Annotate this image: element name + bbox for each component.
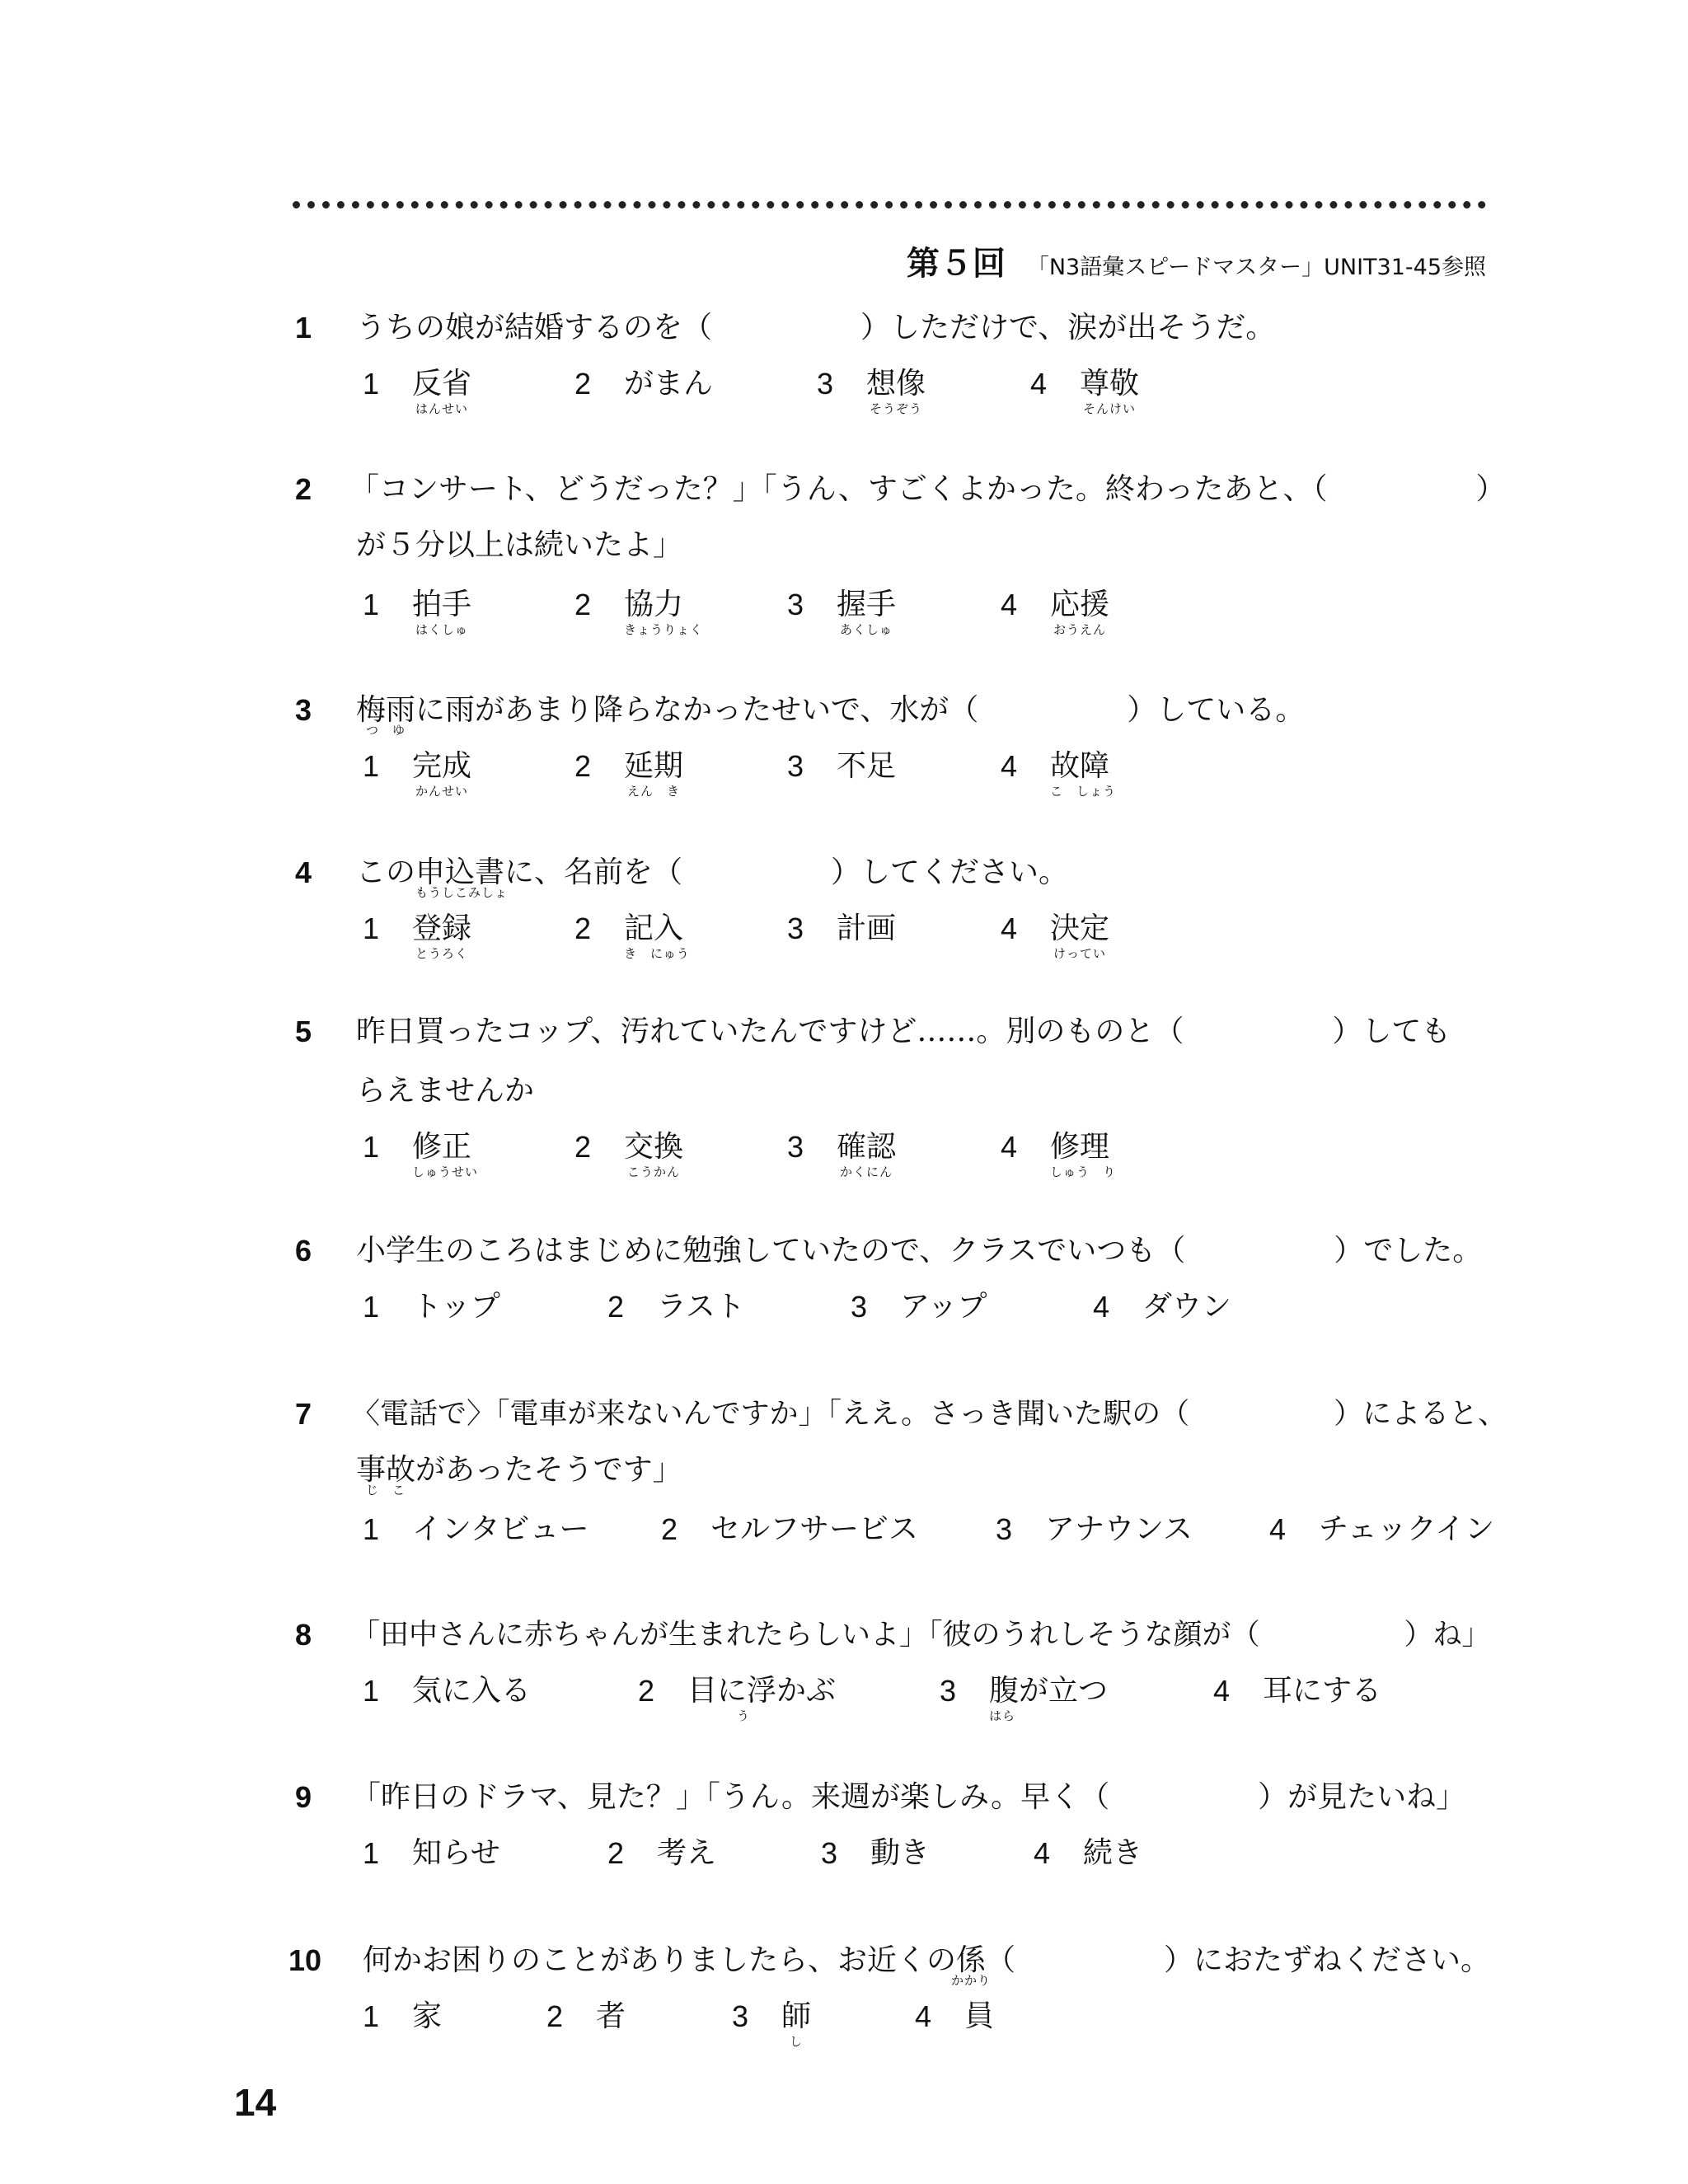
furigana: けってい bbox=[1053, 946, 1107, 961]
option-number: 3 bbox=[940, 1674, 957, 1708]
option-1[interactable] bbox=[363, 1997, 442, 2036]
option-number: 4 bbox=[1093, 1290, 1110, 1324]
furigana: はら bbox=[989, 1708, 1016, 1723]
option-text: 耳にする bbox=[1263, 1674, 1382, 1708]
furigana: し bbox=[790, 2034, 804, 2049]
ruby-word: 事故 じ こ bbox=[356, 1453, 416, 1497]
furigana: おうえん bbox=[1053, 622, 1107, 637]
option-3[interactable] bbox=[817, 364, 926, 416]
section-title: 第５回 bbox=[906, 245, 1006, 283]
option-2[interactable] bbox=[574, 747, 684, 799]
option-3[interactable] bbox=[851, 1287, 987, 1327]
option-number: 3 bbox=[817, 367, 834, 401]
option-2[interactable] bbox=[546, 1997, 626, 2036]
furigana: そんけい bbox=[1083, 401, 1137, 416]
option-number: 3 bbox=[787, 1130, 804, 1164]
option-text: 師 し bbox=[781, 1999, 812, 2049]
option-1[interactable] bbox=[363, 585, 472, 637]
option-number: 3 bbox=[787, 588, 804, 621]
option-2[interactable] bbox=[574, 585, 704, 637]
furigana: つ ゆ bbox=[366, 723, 406, 738]
option-1[interactable] bbox=[363, 747, 472, 799]
option-number: 1 bbox=[363, 749, 380, 783]
option-3[interactable] bbox=[940, 1671, 1109, 1723]
ruby-word: 申込書 もうしこみしょ bbox=[415, 855, 509, 900]
option-text: 修正 しゅうせい bbox=[412, 1130, 479, 1179]
option-text: 確認 かくにん bbox=[837, 1130, 897, 1179]
option-text: 腹が立つ はら bbox=[989, 1674, 1109, 1723]
option-text: 知らせ bbox=[412, 1836, 500, 1870]
option-text: 交換 こうかん bbox=[624, 1130, 684, 1179]
option-text: チェックイン bbox=[1319, 1512, 1495, 1546]
section-reference: 「N3語彙スピードマスター」UNIT31-45参照 bbox=[1026, 255, 1486, 280]
question-number: 7 bbox=[295, 1397, 312, 1431]
question-number: 6 bbox=[295, 1234, 312, 1268]
option-number: 1 bbox=[363, 1999, 380, 2033]
option-number: 2 bbox=[661, 1512, 678, 1546]
furigana: はくしゅ bbox=[415, 622, 469, 637]
option-number: 1 bbox=[363, 1674, 380, 1708]
furigana: かんせい bbox=[415, 784, 469, 799]
furigana: き にゅう bbox=[624, 946, 690, 961]
option-number: 1 bbox=[363, 912, 380, 945]
option-2[interactable] bbox=[607, 1287, 745, 1327]
option-4[interactable] bbox=[1001, 585, 1110, 637]
option-text: 決定 けってい bbox=[1050, 912, 1110, 961]
option-number: 2 bbox=[574, 1130, 592, 1164]
question-text: この申込書 もうしこみしょ に、名前を（ ）してください。 bbox=[356, 853, 1068, 893]
option-number: 3 bbox=[787, 749, 804, 783]
question-number: 1 bbox=[295, 311, 312, 344]
option-number: 4 bbox=[915, 1999, 932, 2033]
question-text: 「田中さんに赤ちゃんが生まれたらしいよ」「彼のうれしそうな顔が（ ）ね」 bbox=[351, 1619, 1491, 1652]
furigana: もうしこみしょ bbox=[415, 885, 509, 900]
option-number: 2 bbox=[638, 1674, 655, 1708]
furigana: こうかん bbox=[627, 1165, 681, 1179]
ruby-word: 係 かかり bbox=[951, 1943, 992, 1988]
option-number: 3 bbox=[787, 912, 804, 945]
option-1[interactable] bbox=[363, 909, 472, 961]
option-text: ダウン bbox=[1142, 1290, 1232, 1324]
question-text-continued: 事故 じ こ があったそうです」 bbox=[356, 1451, 682, 1490]
option-1[interactable] bbox=[363, 1287, 500, 1327]
option-number: 4 bbox=[1001, 912, 1018, 945]
option-text: 目に浮かぶ う bbox=[687, 1674, 837, 1723]
question-text: 何かお困りのことがありましたら、お近くの係 かかり （ ）におたずねください。 bbox=[363, 1941, 1490, 1980]
page-number: 14 bbox=[234, 2081, 277, 2124]
question-text: 「コンサート、どうだった？」「うん、すごくよかった。終わったあと、（ ） bbox=[349, 472, 1506, 506]
question-text: 梅雨 つ ゆ に雨があまり降らなかったせいで、水が（ ）している。 bbox=[356, 691, 1305, 730]
option-1[interactable] bbox=[363, 1510, 589, 1549]
option-1[interactable] bbox=[363, 1127, 479, 1179]
option-1[interactable] bbox=[363, 1834, 500, 1873]
furigana: じ こ bbox=[366, 1483, 406, 1497]
question-text: 〈電話で〉「電車が来ないんですか」「ええ。さっき聞いた駅の（ ）によると、 bbox=[351, 1398, 1507, 1431]
question-number: 4 bbox=[295, 855, 312, 889]
option-text: 反省 はんせい bbox=[412, 367, 472, 416]
furigana: かかり bbox=[951, 1973, 992, 1988]
question-number: 9 bbox=[295, 1780, 312, 1814]
furigana: えん き bbox=[627, 784, 681, 799]
option-text: ラスト bbox=[657, 1290, 745, 1324]
option-text: 動き bbox=[870, 1836, 931, 1870]
option-4[interactable] bbox=[1001, 909, 1110, 961]
option-2[interactable] bbox=[574, 364, 713, 404]
option-4[interactable] bbox=[1093, 1287, 1231, 1327]
option-number: 3 bbox=[851, 1290, 868, 1324]
option-text: 計画 bbox=[837, 912, 897, 945]
furigana: こ しょう bbox=[1050, 784, 1117, 799]
option-text: 協力 きょうりょく bbox=[624, 588, 704, 637]
option-number: 2 bbox=[574, 367, 592, 401]
dotted-divider bbox=[293, 201, 1486, 209]
option-number: 1 bbox=[363, 1290, 380, 1324]
option-2[interactable] bbox=[661, 1510, 918, 1549]
option-2[interactable] bbox=[607, 1834, 716, 1873]
option-number: 3 bbox=[732, 1999, 749, 2033]
option-text: アップ bbox=[900, 1290, 987, 1324]
option-number: 4 bbox=[1030, 367, 1048, 401]
option-4[interactable] bbox=[1001, 747, 1117, 799]
option-number: 2 bbox=[607, 1836, 625, 1870]
option-text: 拍手 はくしゅ bbox=[412, 588, 472, 637]
furigana: かくにん bbox=[840, 1165, 893, 1179]
option-text: 員 bbox=[964, 1999, 995, 2033]
option-number: 3 bbox=[821, 1836, 838, 1870]
option-4[interactable] bbox=[1269, 1510, 1494, 1549]
furigana: う bbox=[737, 1708, 751, 1723]
option-number: 4 bbox=[1213, 1674, 1231, 1708]
option-number: 2 bbox=[574, 749, 592, 783]
question-number: 5 bbox=[295, 1015, 312, 1048]
option-text: 故障 こ しょう bbox=[1050, 749, 1117, 799]
option-1[interactable] bbox=[363, 1671, 531, 1711]
question-number: 10 bbox=[288, 1943, 322, 1977]
option-1[interactable] bbox=[363, 364, 472, 416]
option-text: 延期 えん き bbox=[624, 749, 684, 799]
option-4[interactable] bbox=[1001, 1127, 1117, 1179]
option-number: 4 bbox=[1269, 1512, 1287, 1546]
furigana: はんせい bbox=[415, 401, 469, 416]
option-3[interactable] bbox=[787, 747, 896, 786]
option-text: 者 bbox=[596, 1999, 626, 2033]
option-4[interactable] bbox=[1030, 364, 1140, 416]
option-2[interactable] bbox=[574, 909, 690, 961]
option-number: 4 bbox=[1001, 1130, 1018, 1164]
option-number: 4 bbox=[1001, 588, 1018, 621]
option-text: がまん bbox=[624, 367, 714, 401]
option-number: 1 bbox=[363, 1512, 380, 1546]
furigana: とうろく bbox=[415, 946, 469, 961]
option-number: 2 bbox=[607, 1290, 625, 1324]
option-3[interactable] bbox=[787, 585, 897, 637]
question-text-continued: が５分以上は続いたよ」 bbox=[356, 528, 683, 562]
section-header bbox=[742, 237, 1486, 283]
option-4[interactable] bbox=[915, 1997, 994, 2036]
option-3[interactable] bbox=[787, 909, 896, 949]
option-number: 1 bbox=[363, 588, 380, 621]
option-2[interactable] bbox=[574, 1127, 684, 1179]
option-text: アナウンス bbox=[1045, 1512, 1193, 1546]
option-number: 1 bbox=[363, 1130, 380, 1164]
option-text: 続き bbox=[1083, 1836, 1143, 1870]
option-text: 尊敬 そんけい bbox=[1080, 367, 1140, 416]
question-number: 8 bbox=[295, 1618, 312, 1652]
ruby-word: 梅雨 つ ゆ bbox=[356, 693, 416, 738]
option-3[interactable] bbox=[732, 1997, 812, 2049]
question-text: うちの娘が結婚するのを（ ）しただけで、涙が出そうだ。 bbox=[356, 311, 1276, 344]
option-text: 登録 とうろく bbox=[412, 912, 472, 961]
option-text: 想像 そうぞう bbox=[866, 367, 926, 416]
option-number: 1 bbox=[363, 367, 380, 401]
option-3[interactable] bbox=[996, 1510, 1193, 1549]
furigana: あくしゅ bbox=[840, 622, 893, 637]
option-2[interactable] bbox=[638, 1671, 837, 1723]
furigana: しゅうせい bbox=[412, 1165, 479, 1179]
furigana: きょうりょく bbox=[624, 622, 704, 637]
question-number: 3 bbox=[295, 693, 312, 727]
option-text: 記入 き にゅう bbox=[624, 912, 690, 961]
option-number: 2 bbox=[546, 1999, 564, 2033]
option-number: 2 bbox=[574, 912, 592, 945]
question-text-continued: らえませんか bbox=[356, 1074, 535, 1108]
option-text: インタビュー bbox=[412, 1512, 589, 1546]
option-number: 4 bbox=[1001, 749, 1018, 783]
option-text: 気に入る bbox=[412, 1674, 532, 1708]
question-text: 「昨日のドラマ、見た？」「うん。来週が楽しみ。早く（ ）が見たいね」 bbox=[351, 1780, 1466, 1814]
option-text: 完成 かんせい bbox=[412, 749, 472, 799]
option-text: トップ bbox=[412, 1290, 500, 1324]
option-3[interactable] bbox=[787, 1127, 897, 1179]
option-text: 応援 おうえん bbox=[1050, 588, 1110, 637]
option-number: 2 bbox=[574, 588, 592, 621]
question-number: 2 bbox=[295, 472, 312, 506]
option-3[interactable] bbox=[821, 1834, 930, 1873]
option-text: 握手 あくしゅ bbox=[837, 588, 897, 637]
option-4[interactable] bbox=[1034, 1834, 1142, 1873]
option-number: 3 bbox=[996, 1512, 1013, 1546]
option-4[interactable] bbox=[1213, 1671, 1381, 1711]
question-text: 昨日買ったコップ、汚れていたんですけど……。別のものと（ ）しても bbox=[356, 1015, 1451, 1048]
option-text: セルフサービス bbox=[710, 1512, 919, 1546]
option-number: 4 bbox=[1034, 1836, 1051, 1870]
furigana: そうぞう bbox=[870, 401, 923, 416]
option-number: 1 bbox=[363, 1836, 380, 1870]
question-text: 小学生のころはまじめに勉強していたので、クラスでいつも（ ）でした。 bbox=[356, 1234, 1483, 1268]
option-text: 家 bbox=[412, 1999, 443, 2033]
option-text: 不足 bbox=[837, 749, 897, 783]
option-text: 修理 しゅう り bbox=[1050, 1130, 1117, 1179]
option-text: 考え bbox=[657, 1836, 717, 1870]
furigana: しゅう り bbox=[1050, 1165, 1117, 1179]
